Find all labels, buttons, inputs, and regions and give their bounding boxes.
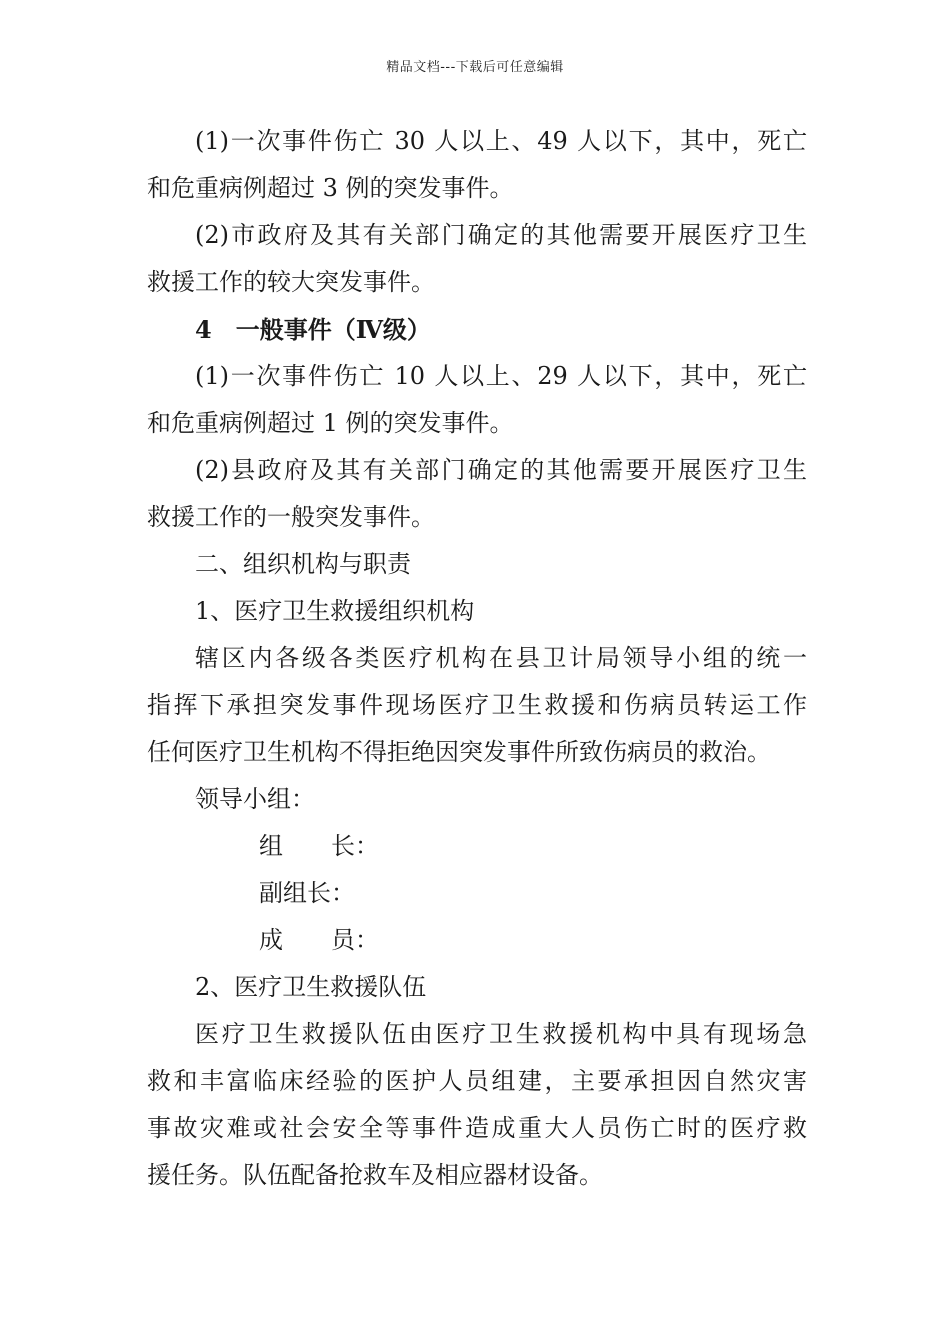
- paragraph-line: 援任务。队伍配备抢救车及相应器材设备。: [147, 1161, 603, 1189]
- page-header: 精品文档---下载后可任意编辑: [386, 60, 564, 75]
- member-line: 成 员：: [259, 926, 379, 954]
- paragraph-line: 事故灾难或社会安全等事件造成重大人员伤亡时的医疗救: [147, 1114, 807, 1142]
- paragraph-line: 救和丰富临床经验的医护人员组建，主要承担因自然灾害: [147, 1067, 807, 1095]
- paragraph-line: 指挥下承担突发事件现场医疗卫生救援和伤病员转运工作: [147, 691, 807, 719]
- paragraph-line: 和危重病例超过 1 例的突发事件。: [147, 409, 514, 437]
- subsection-heading: 2、医疗卫生救援队伍: [195, 973, 427, 1001]
- paragraph-line: 救援工作的一般突发事件。: [147, 503, 435, 531]
- paragraph-line: 领导小组：: [195, 785, 315, 813]
- paragraph-line: 任何医疗卫生机构不得拒绝因突发事件所致伤病员的救治。: [147, 738, 771, 766]
- paragraph-line: (1)一次事件伤亡 10 人以上、29 人以下，其中，死亡: [195, 362, 807, 390]
- paragraph-line: (2)市政府及其有关部门确定的其他需要开展医疗卫生: [195, 221, 807, 249]
- member-line: 副组长：: [259, 879, 355, 907]
- paragraph-line: 救援工作的较大突发事件。: [147, 268, 435, 296]
- member-line: 组 长：: [259, 832, 379, 860]
- paragraph-line: (2)县政府及其有关部门确定的其他需要开展医疗卫生: [195, 456, 807, 484]
- subsection-heading: 1、医疗卫生救援组织机构: [195, 597, 475, 625]
- paragraph-line: 医疗卫生救援队伍由医疗卫生救援机构中具有现场急: [195, 1020, 807, 1048]
- paragraph-line: 辖区内各级各类医疗机构在县卫计局领导小组的统一: [195, 644, 807, 672]
- section-heading: 二、组织机构与职责: [195, 550, 411, 578]
- paragraph-line: (1)一次事件伤亡 30 人以上、49 人以下，其中，死亡: [195, 127, 807, 155]
- section-heading: 4 一般事件（Ⅳ级）: [195, 315, 431, 344]
- paragraph-line: 和危重病例超过 3 例的突发事件。: [147, 174, 514, 202]
- document-body: [147, 118, 807, 1199]
